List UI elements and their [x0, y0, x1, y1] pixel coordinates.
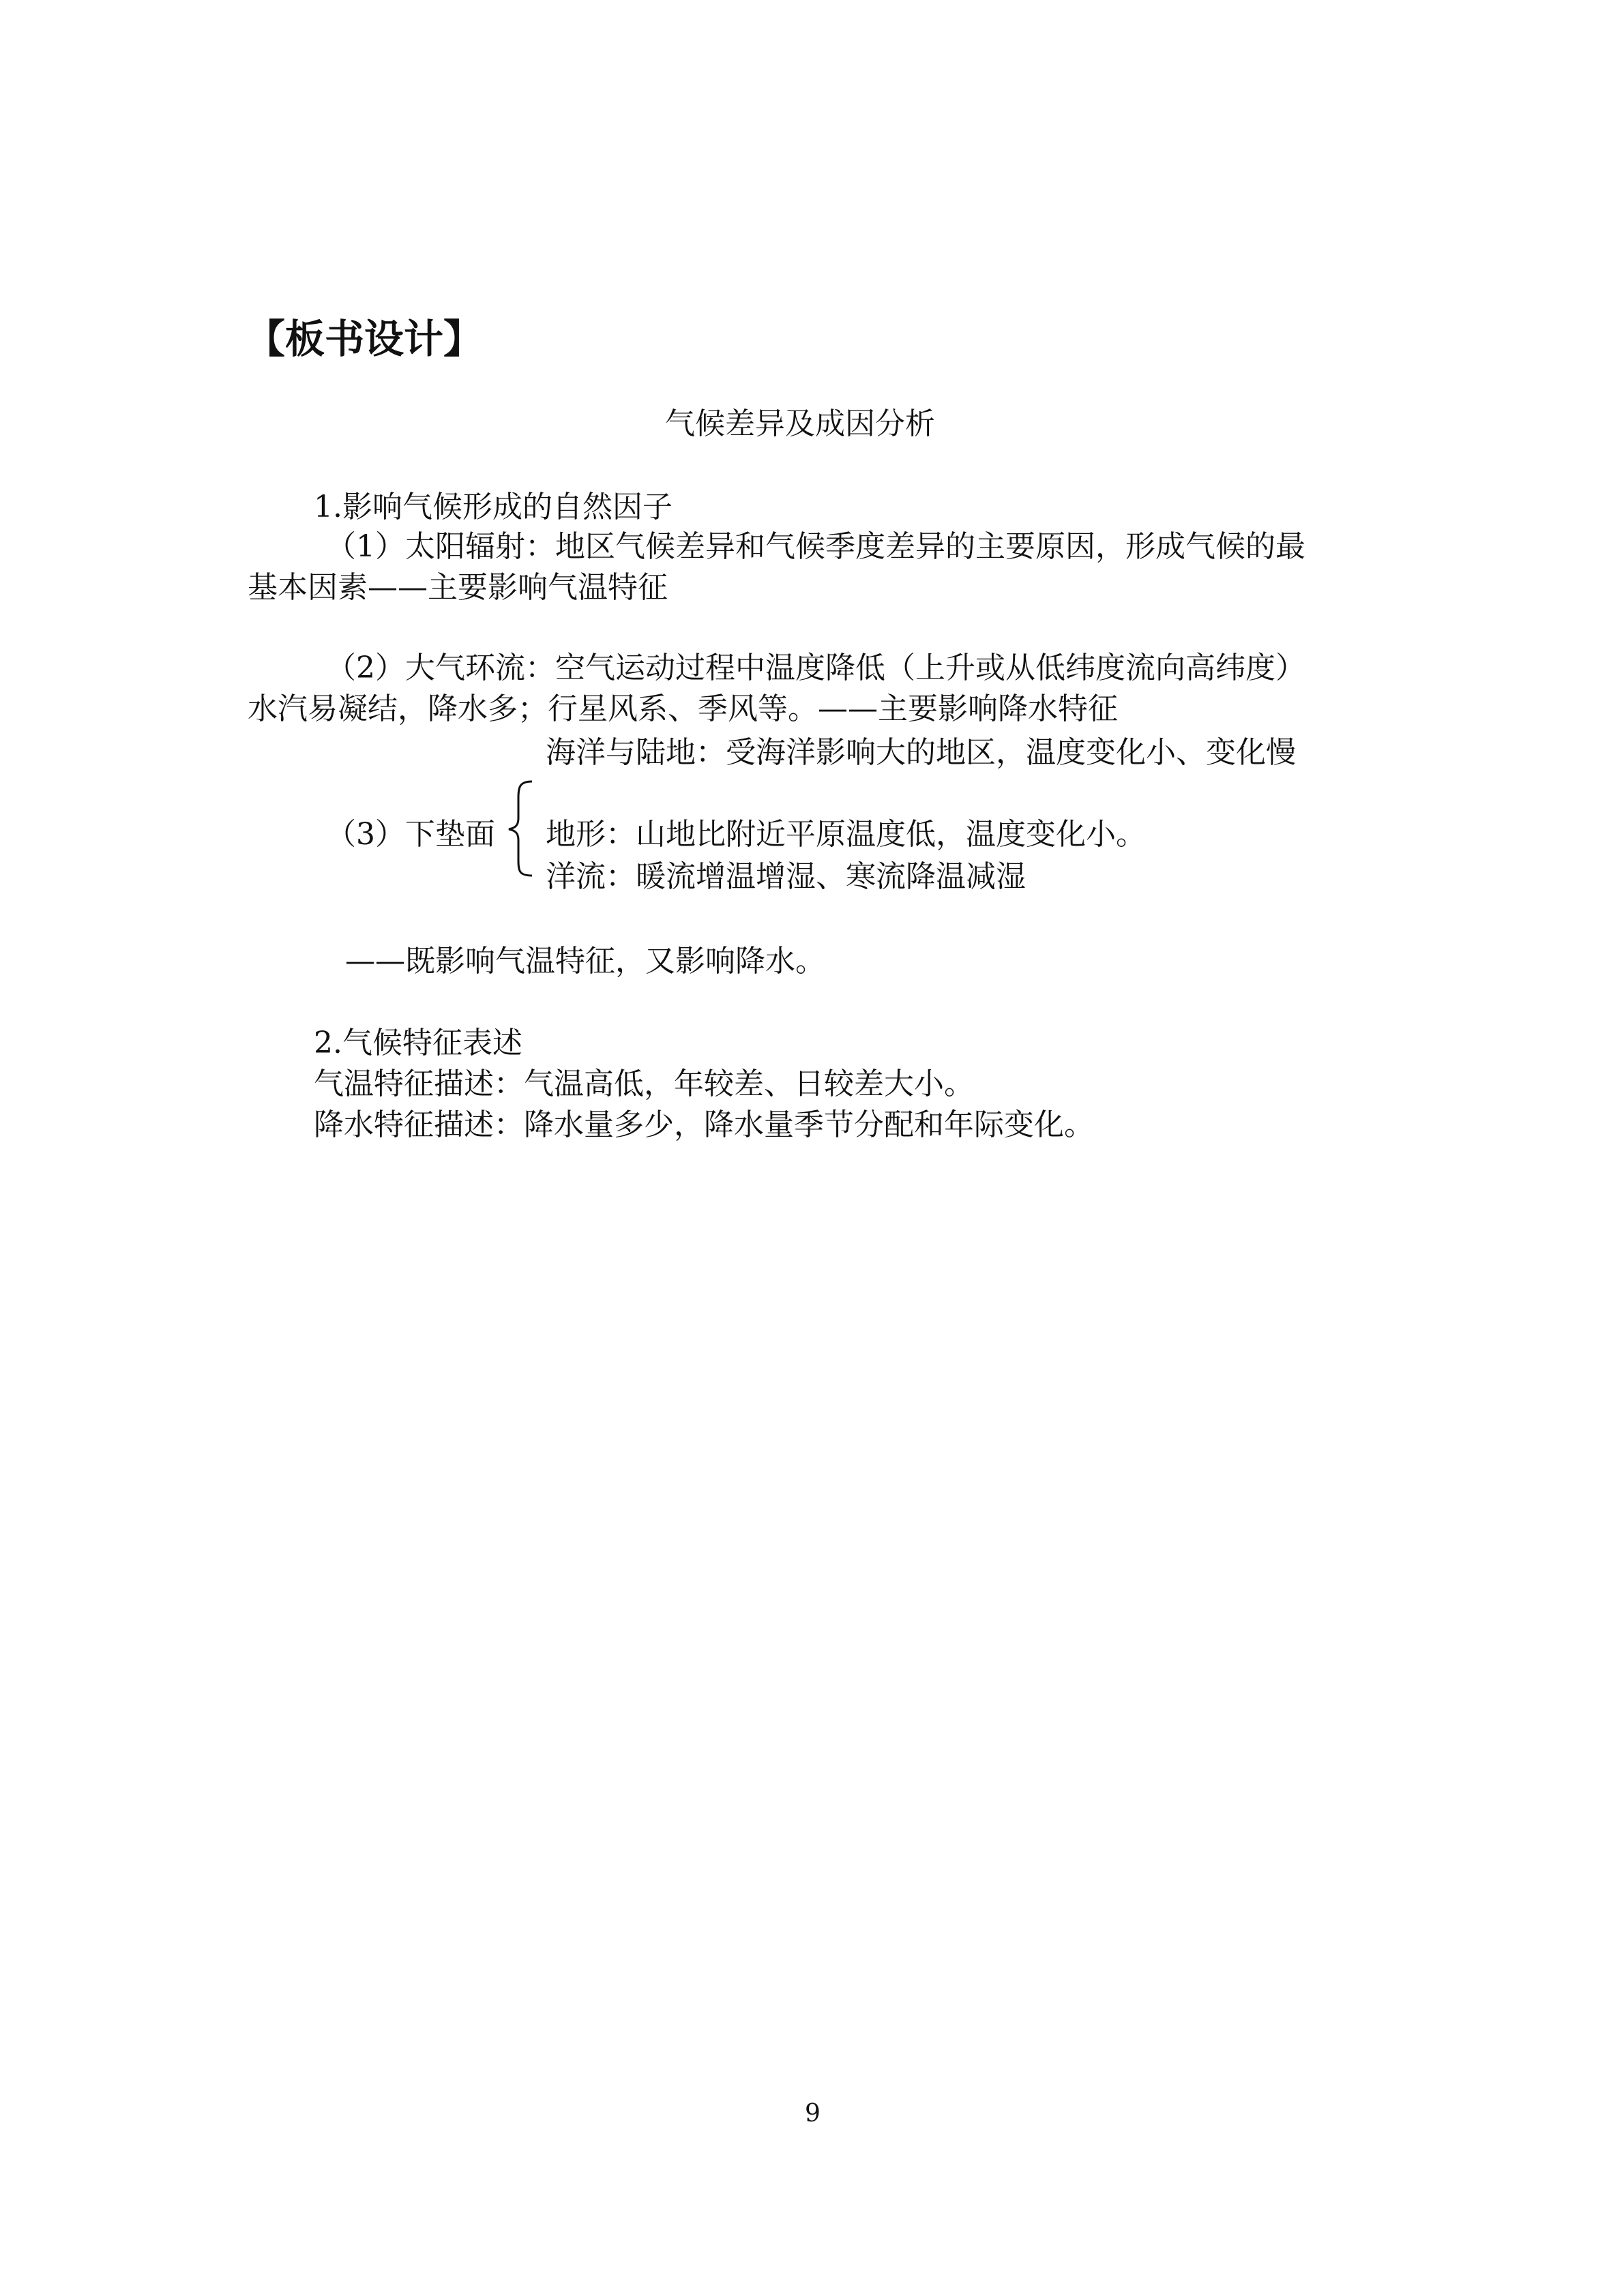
underlying-branch-ocean-land: 海洋与陆地：受海洋影响大的地区，温度变化小、变化慢	[546, 735, 1296, 770]
item3-label: （3）下垫面	[326, 817, 495, 852]
underlying-branch-current: 洋流：暖流增温增湿、寒流降温减湿	[546, 859, 1026, 894]
section1-label: 1.影响气候形成的自然因子	[314, 490, 673, 524]
page-number: 9	[805, 2100, 821, 2128]
section2-label: 2.气候特征表述	[314, 1026, 522, 1060]
item2-line2: 水汽易凝结，降水多；行星风系、季风等。——主要影响降水特征	[248, 691, 1118, 726]
precipitation-description: 降水特征描述：降水量多少，降水量季节分配和年际变化。	[314, 1107, 1094, 1142]
underlying-branch-terrain: 地形：山地比附近平原温度低，温度变化小。	[546, 817, 1146, 852]
curly-brace-icon	[502, 777, 539, 880]
temperature-description: 气温特征描述：气温高低，年较差、日较差大小。	[314, 1067, 974, 1101]
item2-line1: （2）大气环流：空气运动过程中温度降低（上升或从低纬度流向高纬度）	[326, 651, 1305, 685]
item3-summary: ——既影响气温特征，又影响降水。	[345, 944, 825, 979]
document-title: 气候差异及成因分析	[665, 406, 935, 441]
item1-line2: 基本因素——主要影响气温特征	[248, 570, 668, 605]
item1-line1: （1）太阳辐射：地区气候差异和气候季度差异的主要原因，形成气候的最	[326, 529, 1305, 564]
section-heading: 【板书设计】	[246, 316, 484, 362]
